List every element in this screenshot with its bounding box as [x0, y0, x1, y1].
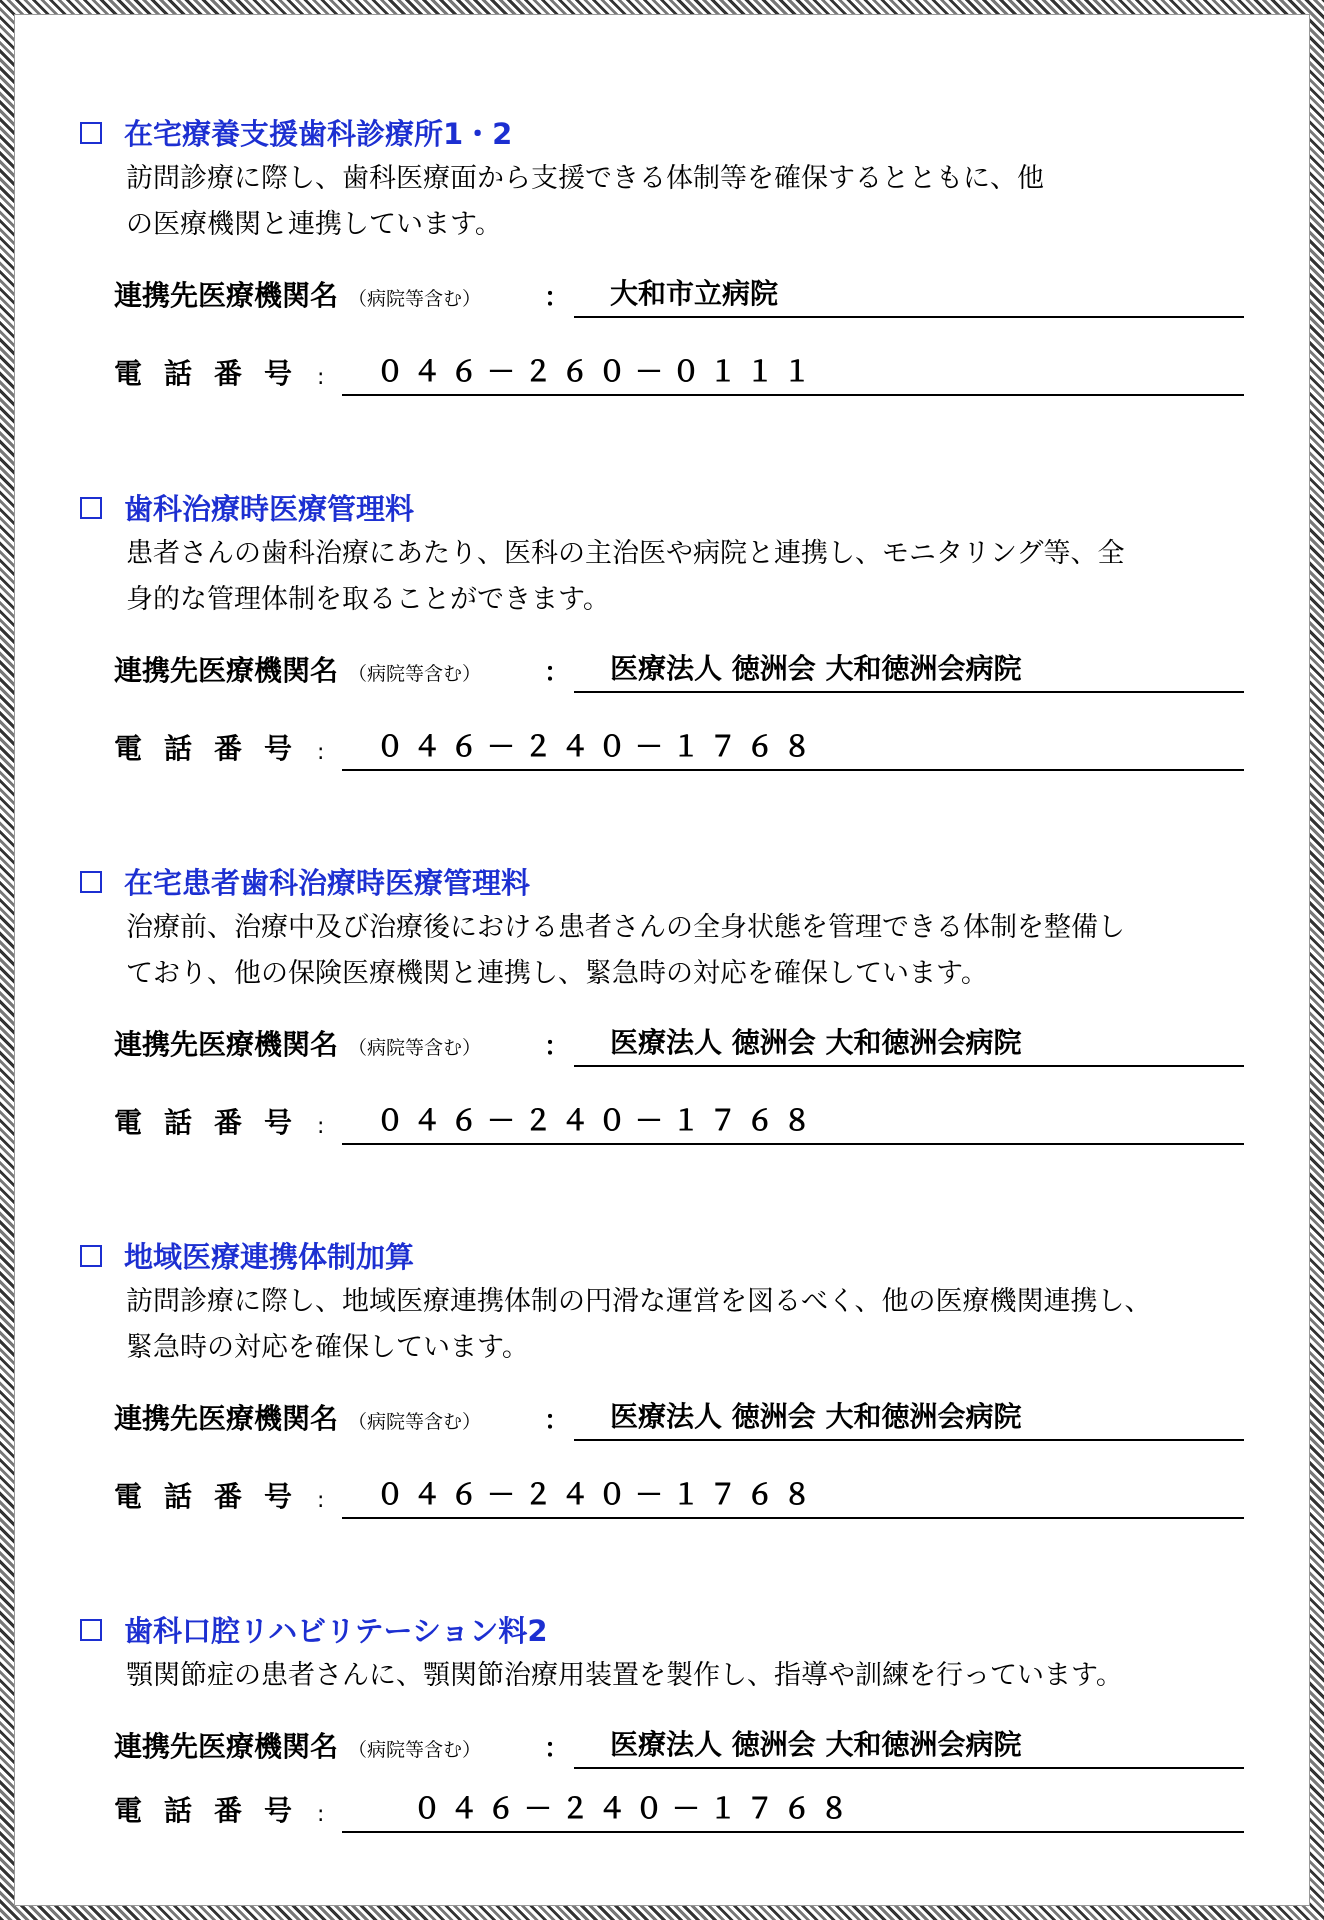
section-description: 治療前、治療中及び治療後における患者さんの全身状態を管理できる体制を整備し ており、他の保険医療機関と連携し、緊急時の対応を確保しています。 [126, 912, 1125, 989]
phone-row [114, 1479, 1244, 1519]
institution-field [574, 1026, 1244, 1067]
section-title: 地域医療連携体制加算 [124, 1240, 415, 1274]
phone-value: ０４６－２６０－０１１１ [376, 355, 821, 388]
phone-value: ０４６－２４０－１７６８ [376, 1792, 858, 1825]
institution-note: （病院等含む） [348, 663, 482, 685]
institution-colon: ： [544, 1734, 571, 1764]
institution-row [114, 278, 1244, 318]
institution-row [114, 1729, 1244, 1769]
institution-row [114, 653, 1244, 693]
phone-colon: : [317, 1488, 325, 1513]
institution-note: （病院等含む） [348, 1411, 482, 1433]
institution-colon: ： [544, 283, 571, 313]
institution-label: 連携先医療機関名 （病院等含む） [114, 279, 482, 312]
institution-note: （病院等含む） [348, 288, 482, 310]
checkbox-icon[interactable] [80, 871, 102, 893]
checkbox-icon[interactable] [80, 122, 102, 144]
institution-label: 連携先医療機関名 （病院等含む） [114, 1402, 482, 1435]
institution-field [574, 652, 1244, 693]
phone-label: 電話番号 [114, 1106, 315, 1139]
institution-value: 医療法人 徳洲会 大和徳洲会病院 [610, 652, 1022, 685]
institution-colon: ： [544, 1406, 571, 1436]
institution-label: 連携先医療機関名 （病院等含む） [114, 654, 482, 687]
phone-value: ０４６－２４０－１７６８ [376, 1104, 821, 1137]
section-heading [80, 487, 414, 528]
phone-colon: : [317, 740, 325, 765]
phone-row [114, 356, 1244, 396]
phone-row [114, 1105, 1244, 1145]
phone-field [342, 1792, 1244, 1833]
phone-field [342, 730, 1244, 771]
section-description: 訪問診療に際し、歯科医療面から支援できる体制等を確保するとともに、他 の医療機関と連携しています。 [126, 163, 1044, 240]
institution-value: 医療法人 徳洲会 大和徳洲会病院 [610, 1400, 1022, 1433]
phone-value: ０４６－２４０－１７６８ [376, 1478, 821, 1511]
phone-colon: : [317, 1114, 325, 1139]
institution-value: 医療法人 徳洲会 大和徳洲会病院 [610, 1026, 1022, 1059]
section-title: 在宅患者歯科治療時医療管理料 [124, 866, 531, 900]
institution-row [114, 1401, 1244, 1441]
phone-value: ０４６－２４０－１７６８ [376, 730, 821, 763]
section-title: 歯科治療時医療管理料 [124, 492, 415, 526]
section-heading [80, 1235, 414, 1276]
institution-field [574, 277, 1244, 318]
phone-field [342, 1104, 1244, 1145]
section-heading [80, 861, 530, 902]
institution-field [574, 1728, 1244, 1769]
checkbox-icon[interactable] [80, 1619, 102, 1641]
phone-label: 電話番号 [114, 1794, 315, 1827]
phone-row [114, 1793, 1244, 1833]
institution-note: （病院等含む） [348, 1739, 482, 1761]
section-heading [80, 1609, 548, 1650]
phone-field [342, 1478, 1244, 1519]
institution-colon: ： [544, 1032, 571, 1062]
institution-note: （病院等含む） [348, 1037, 482, 1059]
institution-label: 連携先医療機関名 （病院等含む） [114, 1028, 482, 1061]
institution-value: 医療法人 徳洲会 大和徳洲会病院 [610, 1728, 1022, 1761]
phone-label: 電話番号 [114, 1480, 315, 1513]
section-heading [80, 112, 512, 153]
section-description: 患者さんの歯科治療にあたり、医科の主治医や病院と連携し、モニタリング等、全 身的な管理体制を取ることができます。 [126, 538, 1125, 615]
checkbox-icon[interactable] [80, 1245, 102, 1267]
institution-colon: ： [544, 658, 571, 688]
phone-colon: : [317, 365, 325, 390]
institution-row [114, 1027, 1244, 1067]
phone-label: 電話番号 [114, 732, 315, 765]
phone-row [114, 731, 1244, 771]
institution-value: 大和市立病院 [610, 277, 779, 310]
phone-colon: : [317, 1802, 325, 1827]
section-title: 歯科口腔リハビリテーション料2 [124, 1614, 548, 1648]
section-description: 顎関節症の患者さんに、顎関節治療用装置を製作し、指導や訓練を行っています。 [126, 1660, 1123, 1691]
checkbox-icon[interactable] [80, 497, 102, 519]
institution-label: 連携先医療機関名 （病院等含む） [114, 1730, 482, 1763]
phone-label: 電話番号 [114, 357, 315, 390]
phone-field [342, 355, 1244, 396]
institution-field [574, 1400, 1244, 1441]
section-description: 訪問診療に際し、地域医療連携体制の円滑な運営を図るべく、他の医療機関連携し、 緊急時の対応を確保しています。 [126, 1286, 1152, 1363]
section-title: 在宅療養支援歯科診療所1・2 [124, 117, 513, 151]
